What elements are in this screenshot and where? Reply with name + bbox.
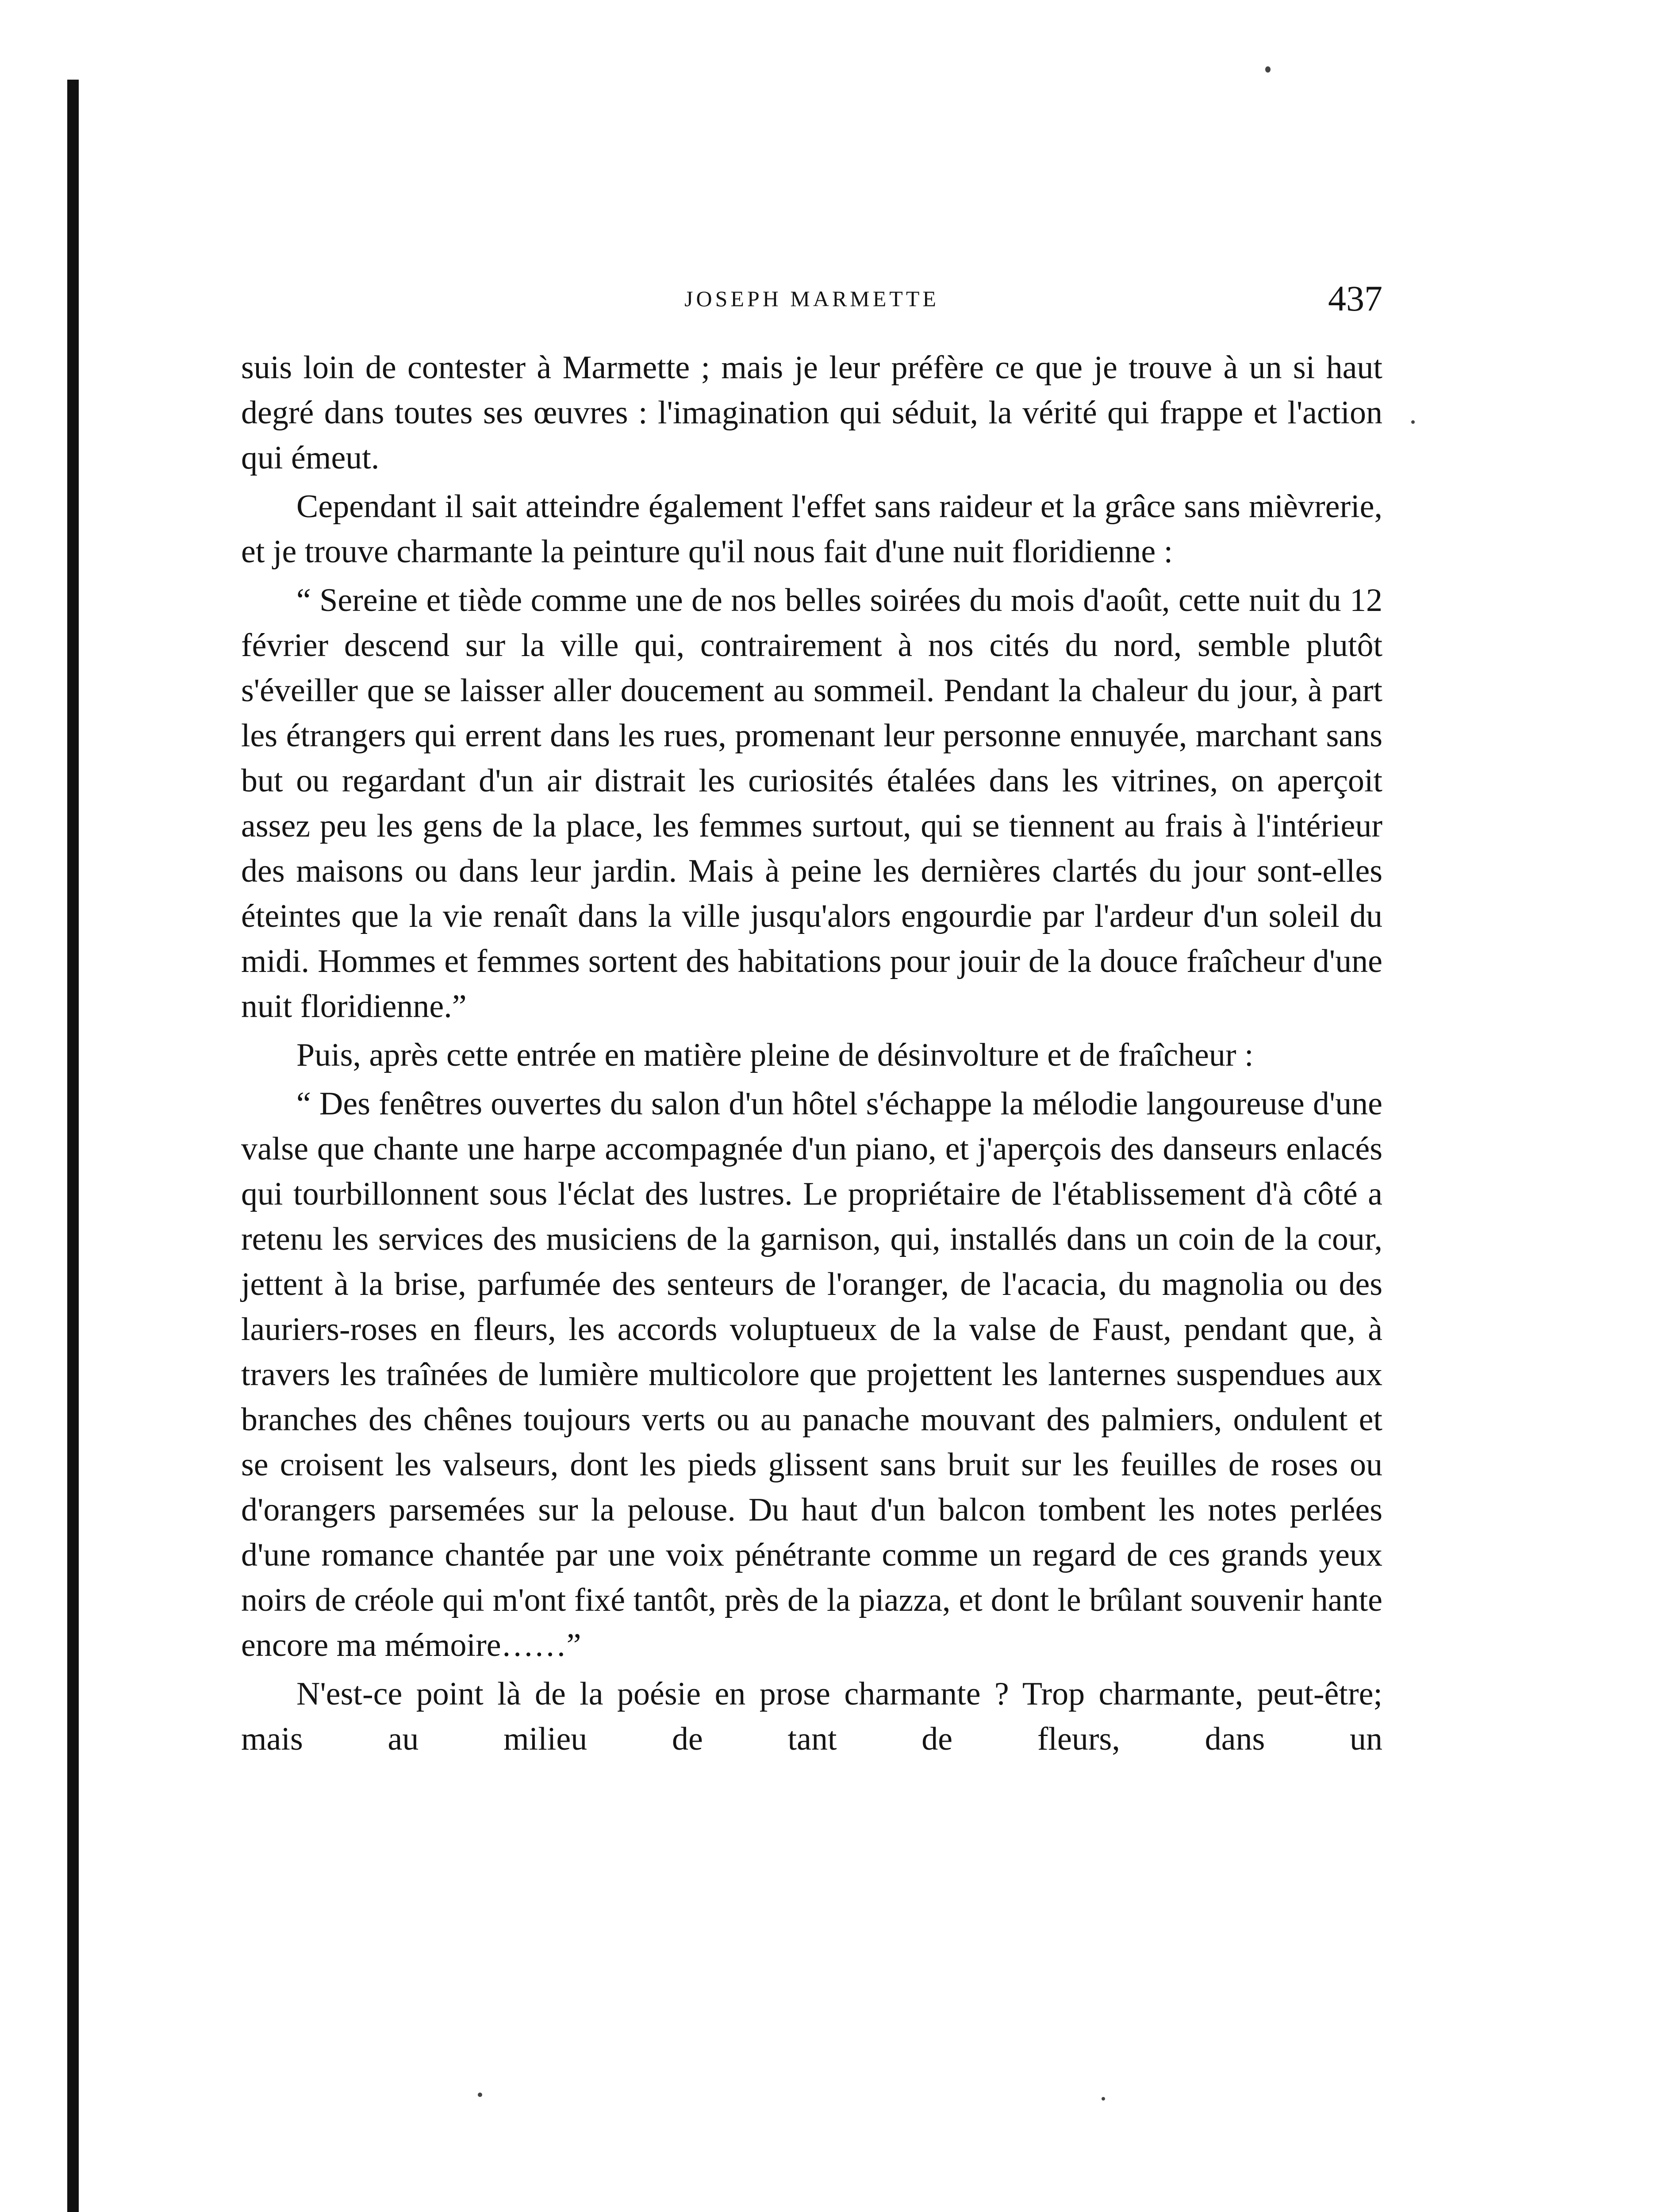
scan-speck [1102,2097,1105,2101]
running-head [241,279,1382,319]
paragraph-6: N'est-ce point là de la poésie en prose charmante ? Trop charmante, peut-être; mais au milieu de tant de fleurs, dans un [241,1676,1382,1757]
scan-speck [478,2093,482,2097]
binding-shadow [67,80,79,2212]
body-text [241,345,1382,1762]
paragraph-1: suis loin de contester à Marmette ; mais je leur préfère ce que je trouve à un si haut degré dans toutes ses œuvres : l'imagination qui séduit, la vérité qui frappe et l'action qui émeut. [241,349,1382,476]
scan-speck [1265,66,1271,73]
paragraph-2: Cependant il sait atteindre également l'effet sans raideur et la grâce sans mièvrerie, et je trouve charmante la peinture qu'il nous fait d'une nuit floridienne : [241,488,1382,570]
paragraph-4: Puis, après cette entrée en matière pleine de désinvolture et de fraîcheur : [296,1037,1254,1073]
running-head-title: JOSEPH MARMETTE [684,286,939,311]
paragraph-3-quote: “ Sereine et tiède comme une de nos belles soirées du mois d'août, cette nuit du 12 février descend sur la ville qui, contrairement à nos cités du nord, semble plutôt s'éveiller que se laisser aller doucement au sommeil. Pendant la chaleur du jour, à part les étrangers qui errent dans les rues, promenant leur personne ennuyée, marchant sans but ou regardant d'un air distrait les curiosités étalées dans les vitrines, on aperçoit assez peu les gens de la place, les femmes surtout, qui se tiennent au frais à l'intérieur des maisons ou dans leur jardin. Mais à peine les dernières clartés du jour sont-elles éteintes que la vie renaît dans la ville jusqu'alors engourdie par l'ardeur d'un soleil du midi. Hommes et femmes sortent des habitations pour jouir de la douce fraîcheur d'une nuit floridienne.” [241,582,1382,1025]
page-number: 437 [1328,278,1382,319]
paragraph-5-quote: “ Des fenêtres ouvertes du salon d'un hôtel s'échappe la mélodie langoureuse d'une valse que chante une harpe accompagnée d'un piano, et j'aperçois des danseurs enlacés qui tourbillonnent sous l'éclat des lustres. Le propriétaire de l'établissement d'à côté a retenu les services des musiciens de la garnison, qui, installés dans un coin de la cour, jettent à la brise, parfumée des senteurs de l'oranger, de l'acacia, du magnolia ou des lauriers-roses en fleurs, les accords voluptueux de la valse de Faust, pendant que, à travers les traînées de lumière multicolore que projettent les lanternes suspendues aux branches des chênes toujours verts ou au panache mouvant des palmiers, ondulent et se croisent les valseurs, dont les pieds glissent sans bruit sur les feuilles de roses ou d'orangers parsemées sur la pelouse. Du haut d'un balcon tombent les notes perlées d'une romance chantée par une voix pénétrante comme un regard de ces grands yeux noirs de créole qui m'ont fixé tantôt, près de la piazza, et dont le brûlant souvenir hante encore ma mémoire……” [241,1086,1382,1663]
scan-speck [1411,420,1415,424]
